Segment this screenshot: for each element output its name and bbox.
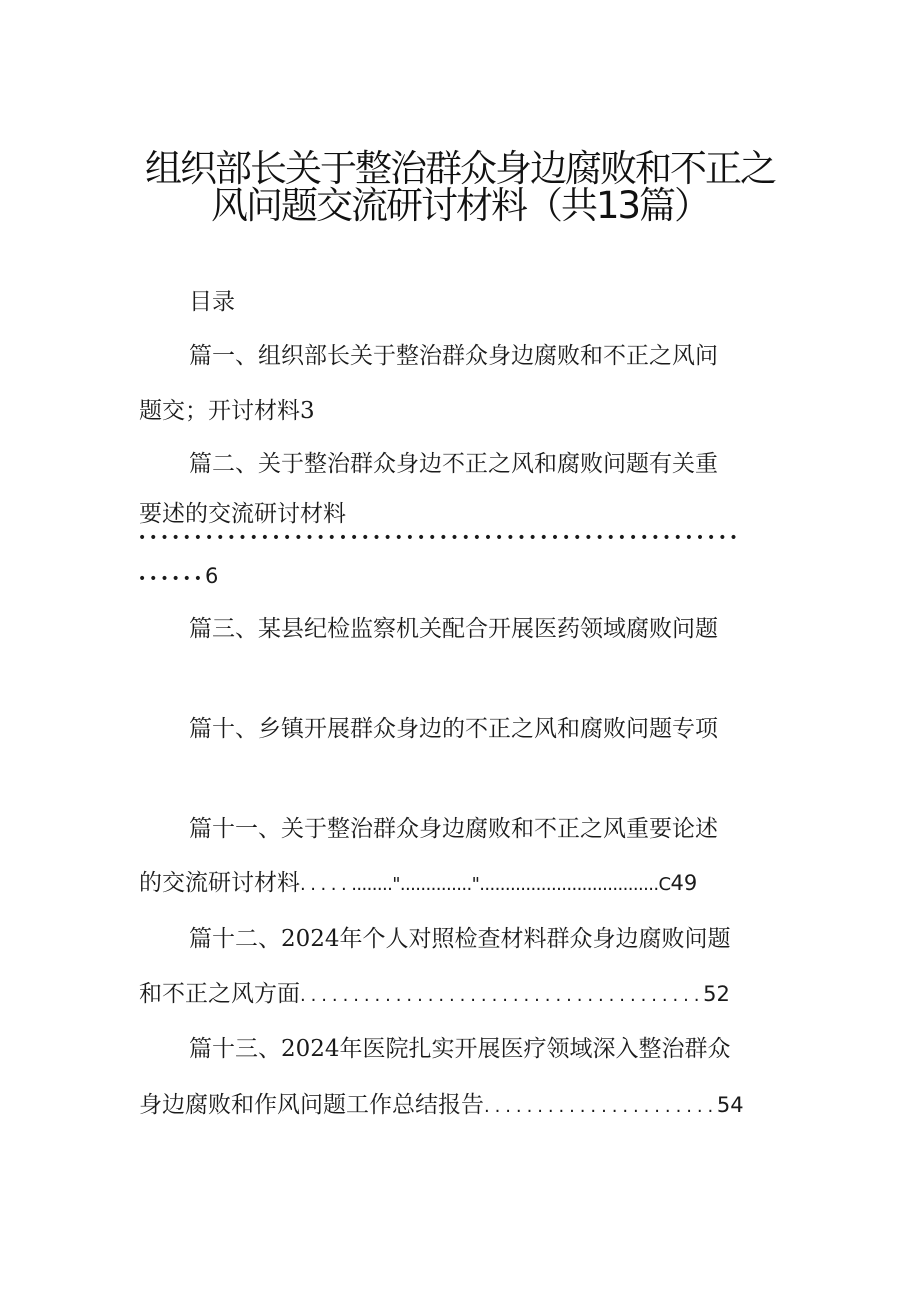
document-title-line-1: 组织部长关于整治群众身边腐败和不正之 [145,147,775,190]
toc-entry-12-line-1: 篇十二、2024年个人对照检查材料群众身边腐败问题 [189,926,731,952]
toc-entry-3-line-1: 篇三、某县纪检监察机关配合开展医药领域腐败问题 [189,616,718,642]
toc-entry-11-line-2 [139,864,697,897]
toc-entry-1-line-1: 篇一、组织部长关于整治群众身边腐败和不正之风问 [189,343,718,369]
toc-entry-11-line-1: 篇十一、关于整治群众身边腐败和不正之风重要论述 [189,816,718,842]
title-line-2-text: 风问题交流研讨材料（共13篇） [210,184,710,227]
toc-entry-13-line-2 [139,1086,744,1119]
toc-entry-1-line-2: 题交；开讨材料3 [139,398,315,424]
toc-entry-2-line-1: 篇二、关于整治群众身边不正之风和腐败问题有关重 [189,451,718,477]
toc-entry-11-title-end: 的交流研讨材料 [139,870,300,896]
toc-entry-11-leader: . . . . . ........".............."...................................C [300,874,671,895]
toc-entry-2-leader-dots: •••••••••••••••••••••••••••••••••••••••••••••••••••••• [138,530,741,546]
toc-entry-12-line-2 [139,975,730,1008]
toc-entry-2-line-2: 要述的交流研讨材料 [139,501,346,527]
toc-entry-13-line-1: 篇十三、2024年医院扎实开展医疗领域深入整治群众 [189,1036,731,1062]
toc-entry-11-page: 49 [670,871,698,895]
toc-entry-13-leader: . . . . . . . . . . . . . . . . . . . . . . [484,1096,713,1117]
toc-entry-12-title-end: 和不正之风方面 [139,981,300,1007]
toc-entry-12-page: 52 [703,982,730,1006]
toc-entry-13-page: 54 [716,1093,744,1117]
toc-entry-13-title-end: 身边腐败和作风问题工作总结报告 [139,1092,484,1118]
toc-entry-2-page: 6 [204,564,219,588]
toc-heading: 目录 [189,289,235,315]
leader-dots-tail: •••••• [138,571,205,587]
toc-entry-12-leader: . . . . . . . . . . . . . . . . . . . . . . . . . . . . . . . . . . . . . . [300,985,700,1006]
toc-entry-2-leader-dots-tail [138,564,218,588]
toc-entry-10-line-1: 篇十、乡镇开展群众身边的不正之风和腐败问题专项 [189,716,718,742]
document-title-line-2 [0,172,920,226]
